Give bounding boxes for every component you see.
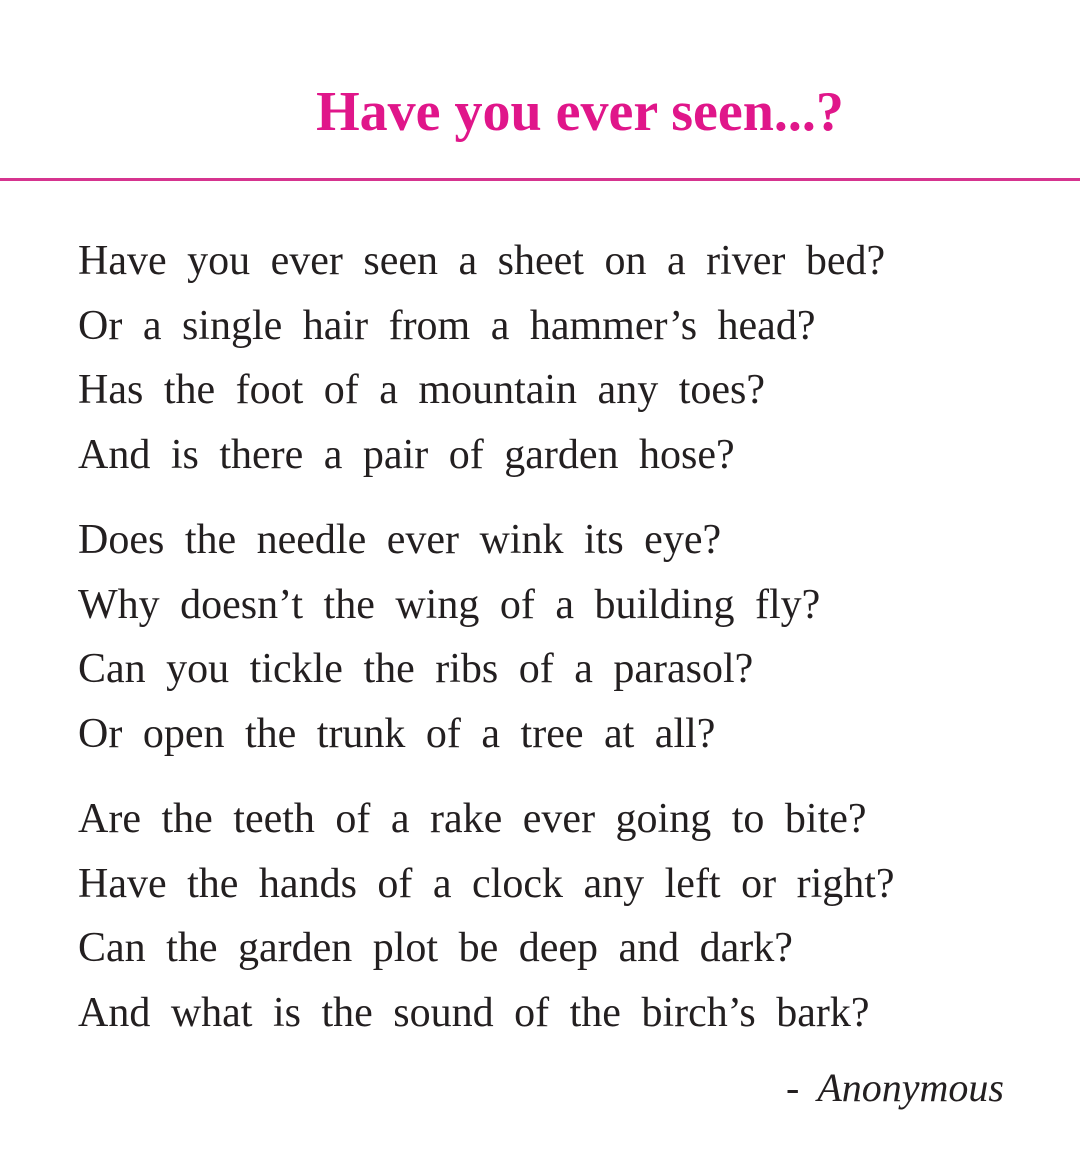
stanza-3: [78, 787, 895, 1045]
stanza-2: [78, 508, 820, 766]
poem-line: Have you ever seen a sheet on a river bed?: [78, 238, 886, 284]
poem-line: Does the needle ever wink its eye?: [78, 517, 722, 563]
poem-line: And what is the sound of the birch’s bark?: [78, 989, 870, 1036]
poem-line: Can the garden plot be deep and dark?: [78, 925, 793, 971]
poem-line: Can you tickle the ribs of a parasol?: [78, 646, 754, 692]
attribution-dash: -: [786, 1065, 800, 1110]
poem-line: Or open the trunk of a tree at all?: [78, 710, 716, 757]
poem-line: Why doesn’t the wing of a building fly?: [78, 581, 821, 628]
title-divider: [0, 178, 1080, 181]
stanza-1: [78, 229, 885, 487]
poem-line: Has the foot of a mountain any toes?: [78, 367, 765, 413]
poem-title: Have you ever seen...?: [316, 81, 844, 143]
poem-line: Have the hands of a clock any left or right?: [78, 860, 895, 907]
poem-line: Are the teeth of a rake ever going to bite?: [78, 796, 867, 842]
poem-line: And is there a pair of garden hose?: [78, 431, 735, 478]
author-name: Anonymous: [817, 1065, 1004, 1110]
attribution: [786, 1062, 1004, 1114]
poem-line: Or a single hair from a hammer’s head?: [78, 302, 816, 349]
